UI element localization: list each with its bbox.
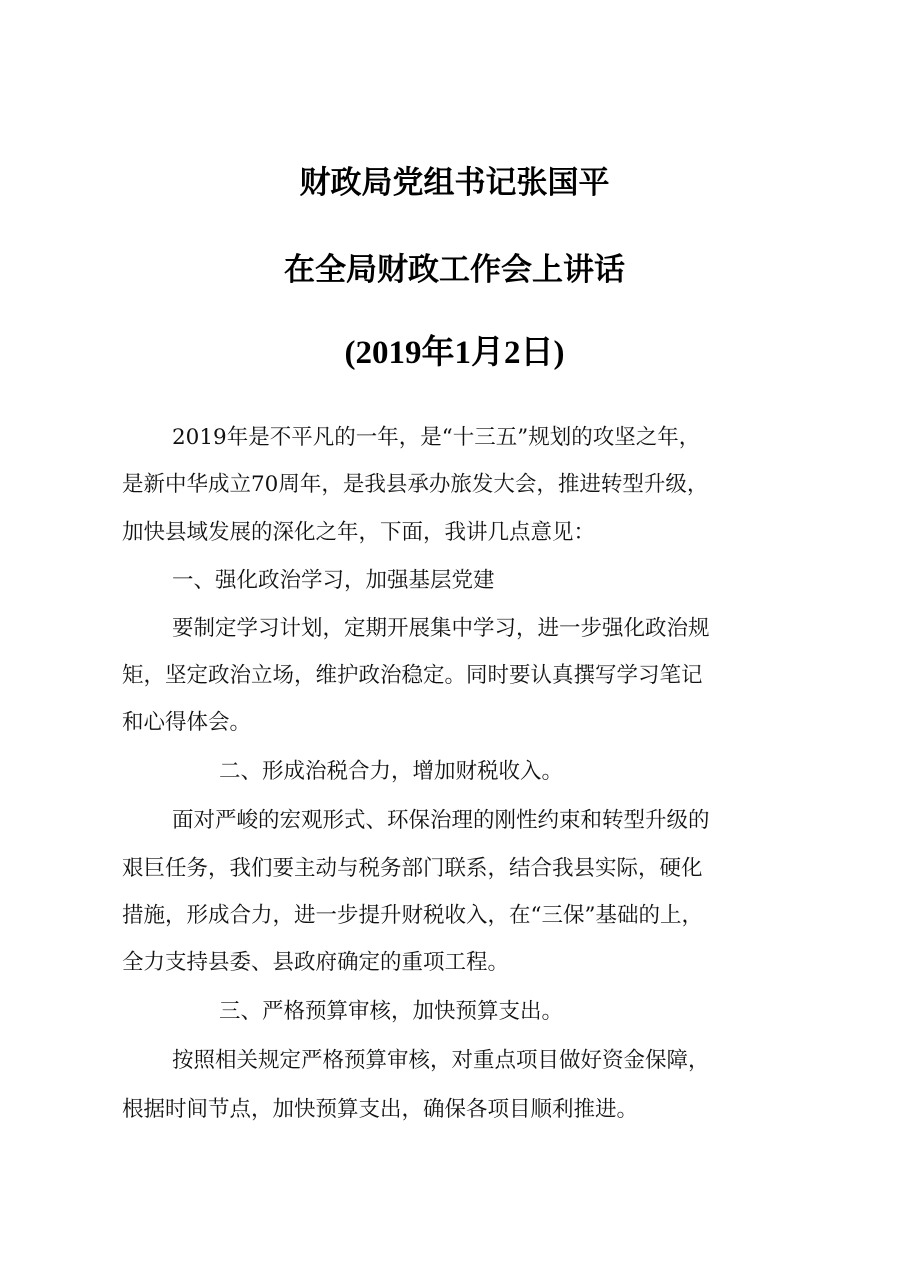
section1-line: 和心得体会。 xyxy=(122,710,252,735)
section3-line: 根据时间节点，加快预算支出，确保各项目顺利推进。 xyxy=(122,1097,639,1122)
section1-line: 矩，坚定政治立场，维护政治稳定。同时要认真撰写学习笔记 xyxy=(122,663,703,688)
speech-title-line1: 财政局党组书记张国平 xyxy=(299,165,610,201)
intro-line: 加快县域发展的深化之年，下面，我讲几点意见： xyxy=(122,520,596,545)
section2-line: 全力支持县委、县政府确定的重项工程。 xyxy=(122,950,510,975)
section2-heading: 二、形成治税合力，增加财税收入。 xyxy=(219,759,564,784)
section3-heading: 三、严格预算审核，加快预算支出。 xyxy=(219,999,564,1024)
section1-line: 要制定学习计划，定期开展集中学习，进一步强化政治规 xyxy=(172,616,710,641)
speech-title-line2: 在全局财政工作会上讲话 xyxy=(284,252,625,288)
intro-line: 是新中华成立70周年，是我县承办旅发大会，推进转型升级， xyxy=(122,472,709,497)
section2-line: 措施，形成合力，进一步提升财税收入，在“三保”基础的上， xyxy=(122,903,703,928)
speech-date: (2019年1月2日) xyxy=(344,335,565,371)
section3-line: 按照相关规定严格预算审核，对重点项目做好资金保障， xyxy=(172,1048,710,1073)
intro-line: 2019年是不平凡的一年，是“十三五”规划的攻坚之年， xyxy=(172,425,701,450)
section1-heading: 一、强化政治学习，加强基层党建 xyxy=(172,568,495,593)
section2-line: 面对严峻的宏观形式、环保治理的刚性约束和转型升级的 xyxy=(172,808,710,833)
section2-line: 艰巨任务，我们要主动与税务部门联系，结合我县实际，硬化 xyxy=(122,856,703,881)
